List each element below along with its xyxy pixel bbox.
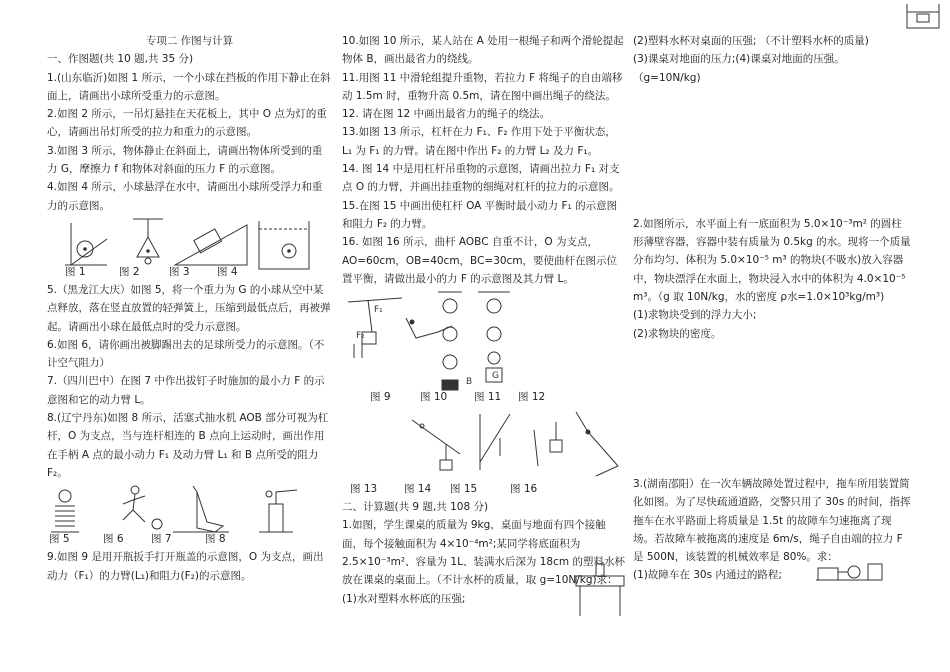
figure-14-caption: 图 14 [404, 483, 432, 496]
calc-1: 1.如图，学生课桌的质量为 9kg，桌面与地面有四个接触面，每个接触面积为 4×10⁻⁴m²;某同学将底面积为 2.5×10⁻³m²、容量为 1L、装满水后深为 18cm 的塑料水杯放在课桌的桌面上。（不计水杯的质量，取 g=10N/kg)求： [342, 519, 625, 587]
figure-2 [133, 219, 163, 264]
question-16: 16. 如图 16 所示，曲杆 AOBC 自重不计，O 为支点，AO=60cm，OB=40cm，BC=30cm，要使曲杆在图示位置平衡，请做出最小的力 F 的示意图及其力臂 L。 [342, 236, 618, 285]
figure-7 [173, 486, 229, 532]
question-12: 12. 请在图 12 中画出最省力的绳子的绕法。 [342, 108, 551, 121]
question-6: 6.如图 6，请你画出被脚踢出去的足球所受力的示意图。（不计空气阻力） [47, 338, 325, 370]
question-3: 3.如图 3 所示，物体静止在斜面上，请画出物体所受到的重力 G，摩擦力 f 和物体对斜面的压力 F 的示意图。 [47, 144, 323, 176]
figures-13-16 [342, 406, 625, 498]
section-1-heading: 一、作图题(共 10 题,共 35 分) [47, 53, 194, 66]
question-15: 15.在图 15 中画出使杠杆 OA 平衡时最小动力 F₁ 的示意图和阻力 F₂ 的力臂。 [342, 199, 618, 230]
figure-8 [259, 490, 297, 532]
figure-13-caption: 图 13 [350, 483, 378, 496]
figure-1-caption: 图 1 [65, 265, 86, 278]
f2-label-fig9: F₂ [356, 331, 365, 342]
figure-16 [576, 412, 618, 476]
question-2: 2.如图 2 所示，一吊灯悬挂在天花板上，其中 O 点为灯的重心，请画出吊灯所受的拉力和重力的示意图。 [47, 108, 327, 139]
figure-15-caption: 图 15 [450, 483, 478, 496]
question-13: 13.如图 13 所示，杠杆在力 F₁、F₂ 作用下处于平衡状态，L₁ 为 F₁ 的力臂。请在图中作出 F₂ 的力臂 L₂ 及力 F₁。 [342, 126, 616, 157]
column-2 [342, 0, 625, 608]
figure-3 [175, 225, 247, 265]
question-11: 11.用图 11 中滑轮组提升重物，若拉力 F 将绳子的自由端移动 1.5m 时，重物升高 0.5m，请在图中画出绳子的绕法。 [342, 71, 623, 102]
question-8: 8.(辽宁丹东)如图 8 所示，活塞式抽水机 AOB 部分可视为杠杆，O 为支点，当与连杆相连的 B 点向上运动时，画出作用在手柄 A 点的最小动力 F₁ 及动力臂 L₁ 和 B 点所受的阻力 F₂。 [47, 412, 329, 479]
calc-3: 3.(湖南邵阳）在一次车辆故障处置过程中，拖车所用装置简化如图。为了尽快疏通道路，交警只用了 30s 的时间，指挥拖车在水平路面上将质量是 1.5t 的故障车匀速拖离了现场。若故障车被拖离的速度是 6m/s，绳子自由端的拉力 F 是 500N，该装置的机械效率是 80%。求： [633, 477, 911, 564]
figure-12-caption: 图 12 [518, 391, 546, 404]
container-illustration [903, 2, 943, 30]
calc-1-part-3: (3)课桌对地面的压力;(4)课桌对地面的压强。 （g=10N/kg) [633, 53, 845, 84]
figure-9-caption: 图 9 [370, 391, 391, 404]
section-2-heading: 二、计算题(共 9 题,共 108 分) [342, 501, 489, 514]
figure-4 [259, 221, 309, 269]
section-title: 专项二 作图与计算 [145, 35, 234, 47]
column-1 [47, 0, 332, 585]
figure-5 [51, 490, 79, 532]
g-label-fig12: G [492, 371, 499, 382]
calc-1-part-2: (2)塑料水杯对桌面的压强; （不计塑料水杯的质量) [633, 35, 869, 47]
spacer [633, 343, 911, 475]
figure-4-caption: 图 4 [217, 265, 238, 278]
desk-illustration [570, 560, 630, 620]
figure-10-caption: 图 10 [420, 391, 448, 404]
figure-1 [65, 223, 107, 265]
question-14: 14. 图 14 中是用杠杆吊重物的示意图，请画出拉力 F₁ 对支点 O 的力臂，并画出挂重物的细绳对杠杆的拉力的示意图。 [342, 163, 620, 194]
figures-13-16-drawing [342, 406, 625, 498]
figure-5-caption: 图 5 [49, 533, 70, 546]
question-10: 10.如图 10 所示，某人站在 A 处用一根绳子和两个滑轮提起物体 B，画出最省力的绕线。 [342, 35, 624, 66]
figure-6 [123, 486, 162, 529]
calc-1-part-1: (1)水对塑料水杯底的压强; [342, 592, 466, 605]
figure-15 [534, 422, 562, 466]
question-1: 1.(山东临沂)如图 1 所示，一个小球在挡板的作用下静止在斜面上，请画出小球所受重力的示意图。 [47, 71, 331, 102]
question-4: 4.如图 4 所示，小球悬浮在水中，请画出小球所受浮力和重力的示意图。 [47, 181, 323, 212]
figure-16-caption: 图 16 [510, 483, 538, 496]
column-3 [633, 0, 911, 585]
f1-label-fig9: F₁ [374, 305, 383, 316]
calc-2-part-2: (2)求物块的密度。 [633, 327, 722, 340]
figures-5-8 [47, 482, 332, 548]
figure-13 [412, 420, 460, 470]
figure-3-caption: 图 3 [169, 265, 190, 278]
figures-9-12 [342, 288, 625, 406]
figure-2-caption: 图 2 [119, 265, 140, 278]
spacer [633, 87, 911, 215]
calc-3-part-1: (1)故障车在 30s 内通过的路程; [633, 569, 782, 582]
figure-7-caption: 图 7 [151, 533, 172, 546]
figure-8-caption: 图 8 [205, 533, 226, 546]
b-label-fig11: B [466, 377, 473, 388]
question-5: 5.（黑龙江大庆）如图 5，将一个重力为 G 的小球从空中某点释放，落在竖直放置的轻弹簧上，压缩到最低点后，再被弹起。请画出小球在最低点时的受力示意图。 [47, 283, 331, 333]
tow-device-illustration [814, 558, 884, 584]
calc-2-part-1: (1)求物块受到的浮力大小; [633, 309, 757, 322]
figure-14 [480, 414, 510, 470]
question-9: 9.如图 9 是用开瓶扳手打开瓶盖的示意图，O 为支点，画出动力（F₁）的力臂(L₁)和阻力(F₂)的示意图。 [47, 551, 324, 582]
figures-5-8-drawing [47, 482, 332, 548]
question-7: 7.（四川巴中）在图 7 中作出拔钉子时施加的最小力 F 的示意图和它的动力臂 L。 [47, 375, 325, 406]
figures-1-4 [47, 215, 332, 281]
calc-2: 2.如图所示，水平面上有一底面积为 5.0×10⁻³m² 的圆柱形薄壁容器，容器中装有质量为 0.5kg 的水。现将一个质量分布均匀、体积为 5.0×10⁻⁵ m³ 的物块(不吸水)放入容器中，物块漂浮在水面上，物块浸入水中的体积为 4.0×10⁻⁵ m³。（g 取 10N/kg，水的密度 ρ水=1.0×10³kg/m³) [633, 217, 911, 304]
figure-6-caption: 图 6 [103, 533, 124, 546]
figure-11-caption: 图 11 [474, 391, 502, 404]
